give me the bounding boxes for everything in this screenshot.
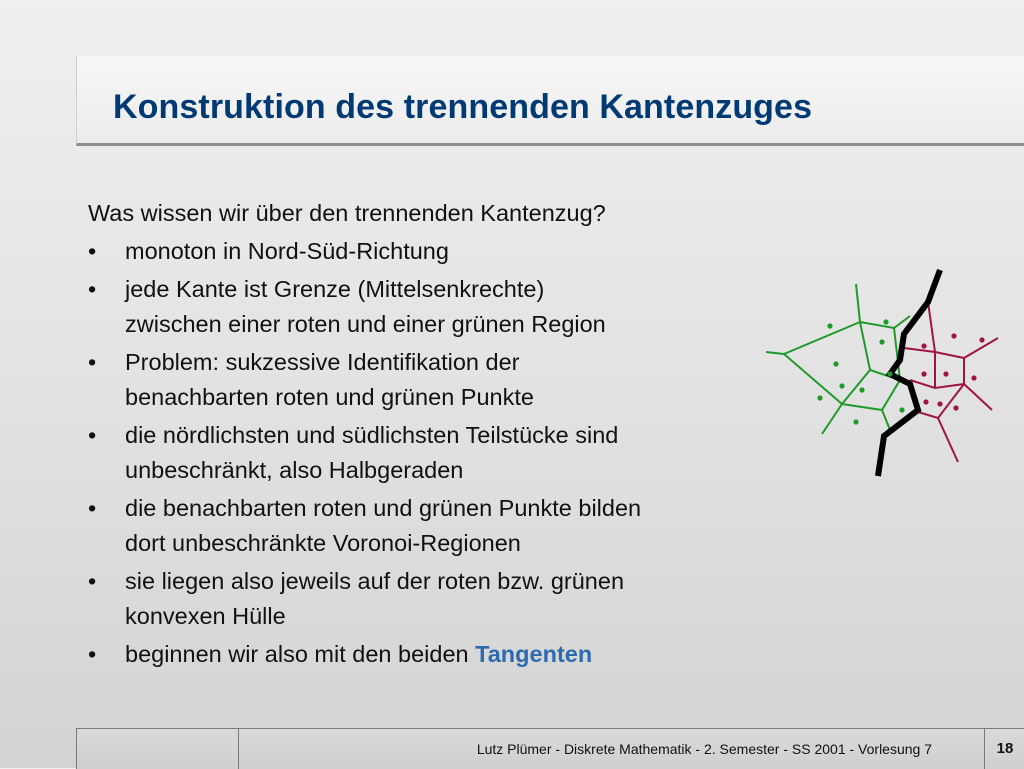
bullet-line: zwischen einer roten und einer grünen Region — [125, 311, 606, 337]
green-voronoi-edges — [766, 284, 910, 434]
bullet-dot: • — [88, 422, 97, 448]
bullet-dot: • — [88, 495, 97, 521]
bullet-dot: • — [88, 568, 97, 594]
footer-cell-empty — [76, 729, 238, 769]
bullet-line: die nördlichsten und südlichsten Teilstücke sind — [125, 422, 619, 448]
bullet-line: unbeschränkt, also Halbgeraden — [125, 457, 464, 483]
footer-bar — [76, 728, 1024, 769]
bullet-line: dort unbeschränkte Voronoi-Regionen — [125, 530, 521, 556]
page-number: 18 — [996, 740, 1014, 757]
slide-content — [88, 196, 768, 675]
bullet-line: Problem: sukzessive Identifikation der — [125, 349, 520, 375]
bullet-line: jede Kante ist Grenze (Mittelsenkrechte) — [125, 276, 545, 302]
bullet-item — [88, 418, 768, 488]
bullet-line: die benachbarten roten und grünen Punkte bilden — [125, 495, 642, 521]
bullet-line: monoton in Nord-Süd-Richtung — [125, 238, 449, 264]
intro-question: Was wissen wir über den trennenden Kantenzug? — [88, 200, 606, 226]
footer-cell-info — [238, 729, 984, 769]
bullet-dot: • — [88, 238, 97, 264]
bullet-item — [88, 234, 768, 269]
voronoi-diagram — [760, 262, 1010, 482]
title-bar — [76, 56, 1024, 146]
bullet-item — [88, 637, 768, 672]
slide-title: Konstruktion des trennenden Kantenzuges — [113, 88, 813, 126]
bullet-item — [88, 491, 768, 561]
separating-edge-chain — [878, 270, 940, 476]
bullet-list — [88, 234, 768, 672]
bullet-item — [88, 564, 768, 634]
footer-cell-page — [984, 729, 1024, 769]
bullet-item — [88, 345, 768, 415]
tangenten-highlight: Tangenten — [475, 641, 593, 667]
bullet-line: konvexen Hülle — [125, 603, 286, 629]
bullet-line: sie liegen also jeweils auf der roten bzw. grünen — [125, 568, 625, 594]
bullet-item — [88, 272, 768, 342]
bullet-line: beginnen wir also mit den beiden — [125, 641, 476, 667]
bullet-dot: • — [88, 349, 97, 375]
footer-text: Lutz Plümer - Diskrete Mathematik - 2. Semester - SS 2001 - Vorlesung 7 — [476, 741, 932, 757]
bullet-dot: • — [88, 641, 97, 667]
bullet-dot: • — [88, 276, 97, 302]
bullet-line: benachbarten roten und grünen Punkte — [125, 384, 534, 410]
red-voronoi-edges — [904, 302, 998, 462]
